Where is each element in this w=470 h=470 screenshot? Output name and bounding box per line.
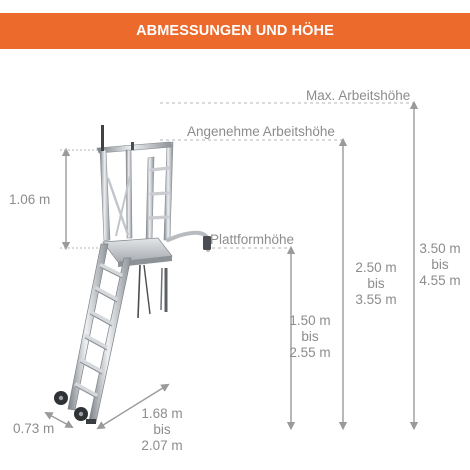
guardrail-ticks <box>60 150 106 248</box>
max-value-line-3: 4.55 m <box>419 273 461 288</box>
comfort-value-line-1: 2.50 m <box>355 260 397 275</box>
max-height-value-group <box>414 241 466 289</box>
guardrail-height-label: 1.06 m <box>9 192 51 207</box>
comfort-height-value-group <box>350 260 402 308</box>
platform-value-line-3: 2.55 m <box>289 345 331 360</box>
depth-label-line-1: 1.68 m <box>141 406 183 421</box>
max-value-line-2: bis <box>431 257 449 272</box>
depth-label-group <box>136 406 188 454</box>
width-label: 0.73 m <box>13 421 55 436</box>
comfort-value-line-3: 3.55 m <box>355 292 397 307</box>
max-value-line-1: 3.50 m <box>419 241 461 256</box>
depth-label-line-3: 2.07 m <box>141 438 183 453</box>
platform-value-line-1: 1.50 m <box>289 313 331 328</box>
platform-ladder-illustration <box>54 125 211 424</box>
platform-value-line-2: bis <box>301 329 319 344</box>
max-height-label: Max. Arbeitshöhe <box>306 88 411 103</box>
platform-height-label: Plattformhöhe <box>210 232 295 247</box>
header-title: ABMESSUNGEN UND HÖHE <box>136 23 334 39</box>
platform-height-value-group <box>284 313 336 361</box>
comfort-height-label: Angenehme Arbeitshöhe <box>187 124 335 139</box>
depth-label-line-2: bis <box>153 422 171 437</box>
comfort-value-line-2: bis <box>367 276 385 291</box>
